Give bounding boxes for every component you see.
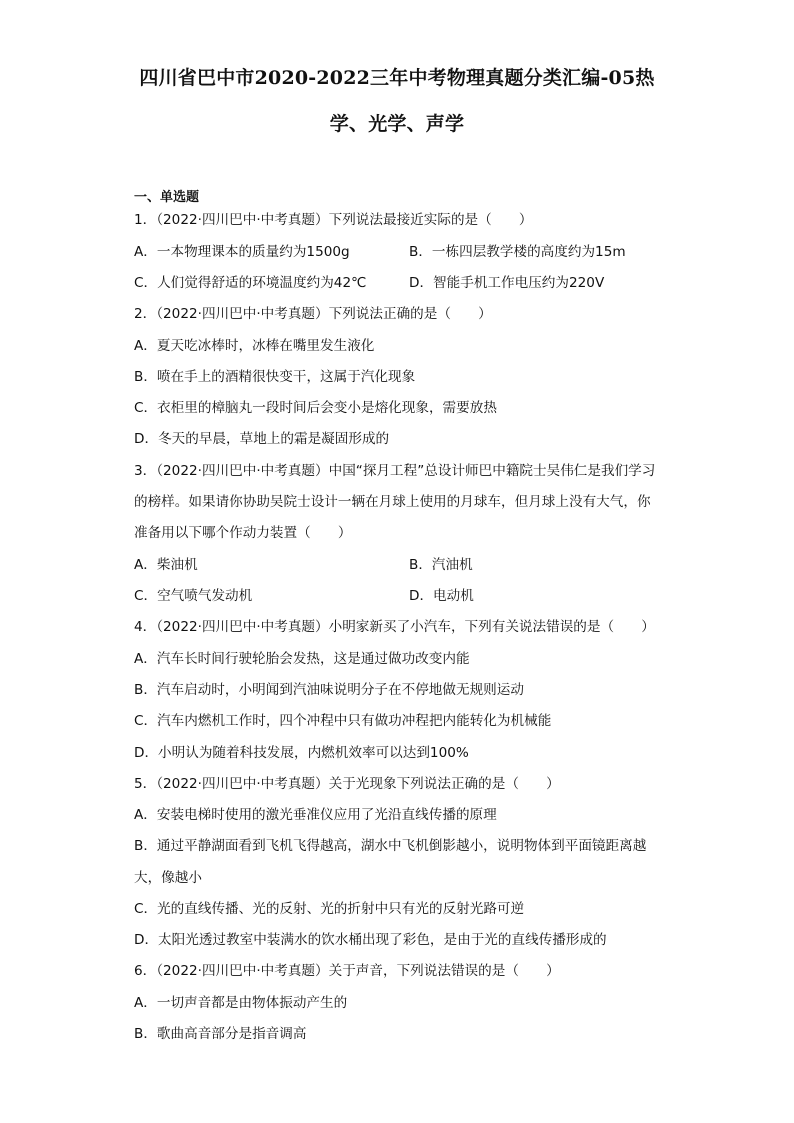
question-1-option-d: D．智能手机工作电压约为220V — [409, 275, 605, 291]
question-5-option-b-line-1: B．通过平静湖面看到飞机飞得越高，湖水中飞机倒影越小，说明物体到平面镜距离越 — [134, 838, 647, 854]
question-6-stem: 6．（2022·四川巴中·中考真题）关于声音，下列说法错误的是（ ） — [134, 963, 560, 979]
question-6-option-b: B．歌曲高音部分是指音调高 — [134, 1026, 307, 1042]
question-5-option-a: A．安装电梯时使用的激光垂准仪应用了光沿直线传播的原理 — [134, 807, 497, 823]
question-2-option-b: B．喷在手上的酒精很快变干，这属于汽化现象 — [134, 369, 416, 385]
question-4-option-b: B．汽车启动时，小明闻到汽油味说明分子在不停地做无规则运动 — [134, 682, 524, 698]
document-title-line-1: 四川省巴中市2020-2022三年中考物理真题分类汇编-05热 — [139, 67, 655, 89]
question-3-option-a: A．柴油机 — [134, 557, 198, 573]
question-5-stem: 5．（2022·四川巴中·中考真题）关于光现象下列说法正确的是（ ） — [134, 776, 560, 792]
question-2-option-d: D．冬天的早晨，草地上的霜是凝固形成的 — [134, 431, 390, 447]
question-4-option-c: C．汽车内燃机工作时，四个冲程中只有做功冲程把内能转化为机械能 — [134, 713, 552, 729]
document-title-line-2: 学、光学、声学 — [329, 113, 465, 135]
question-1-option-c: C．人们觉得舒适的环境温度约为42℃ — [134, 275, 367, 291]
question-6-option-a: A．一切声音都是由物体振动产生的 — [134, 995, 348, 1011]
question-3-stem-line-1: 3．（2022·四川巴中·中考真题）中国“探月工程”总设计师巴中籍院士吴伟仁是我们学习 — [134, 463, 656, 479]
question-4-option-d: D．小明认为随着科技发展，内燃机效率可以达到100% — [134, 745, 469, 761]
question-2-stem: 2．（2022·四川巴中·中考真题）下列说法正确的是（ ） — [134, 306, 492, 322]
question-1-stem: 1．（2022·四川巴中·中考真题）下列说法最接近实际的是（ ） — [134, 212, 533, 228]
question-2-option-c: C．衣柜里的樟脑丸一段时间后会变小是熔化现象，需要放热 — [134, 400, 497, 416]
question-5-option-c: C．光的直线传播、光的反射、光的折射中只有光的反射光路可逆 — [134, 901, 525, 917]
question-3-option-b: B．汽油机 — [409, 557, 473, 573]
question-4-stem: 4．（2022·四川巴中·中考真题）小明家新买了小汽车，下列有关说法错误的是（ ） — [134, 619, 655, 635]
question-3-option-d: D．电动机 — [409, 588, 474, 604]
question-3-option-c: C．空气喷气发动机 — [134, 588, 253, 604]
question-5-option-d: D．太阳光透过教室中装满水的饮水桶出现了彩色，是由于光的直线传播形成的 — [134, 932, 607, 948]
section-heading: 一、单选题 — [134, 190, 200, 205]
question-3-stem-line-3: 准备用以下哪个作动力装置（ ） — [134, 525, 352, 541]
question-1-option-a: A．一本物理课本的质量约为1500g — [134, 244, 350, 260]
question-5-option-b-line-2: 大，像越小 — [134, 870, 202, 886]
question-3-stem-line-2: 的榜样。如果请你协助吴院士设计一辆在月球上使用的月球车，但月球上没有大气，你 — [134, 494, 651, 510]
question-1-option-b: B．一栋四层教学楼的高度约为15m — [409, 244, 626, 260]
question-2-option-a: A．夏天吃冰棒时，冰棒在嘴里发生液化 — [134, 338, 375, 354]
question-4-option-a: A．汽车长时间行驶轮胎会发热，这是通过做功改变内能 — [134, 651, 470, 667]
